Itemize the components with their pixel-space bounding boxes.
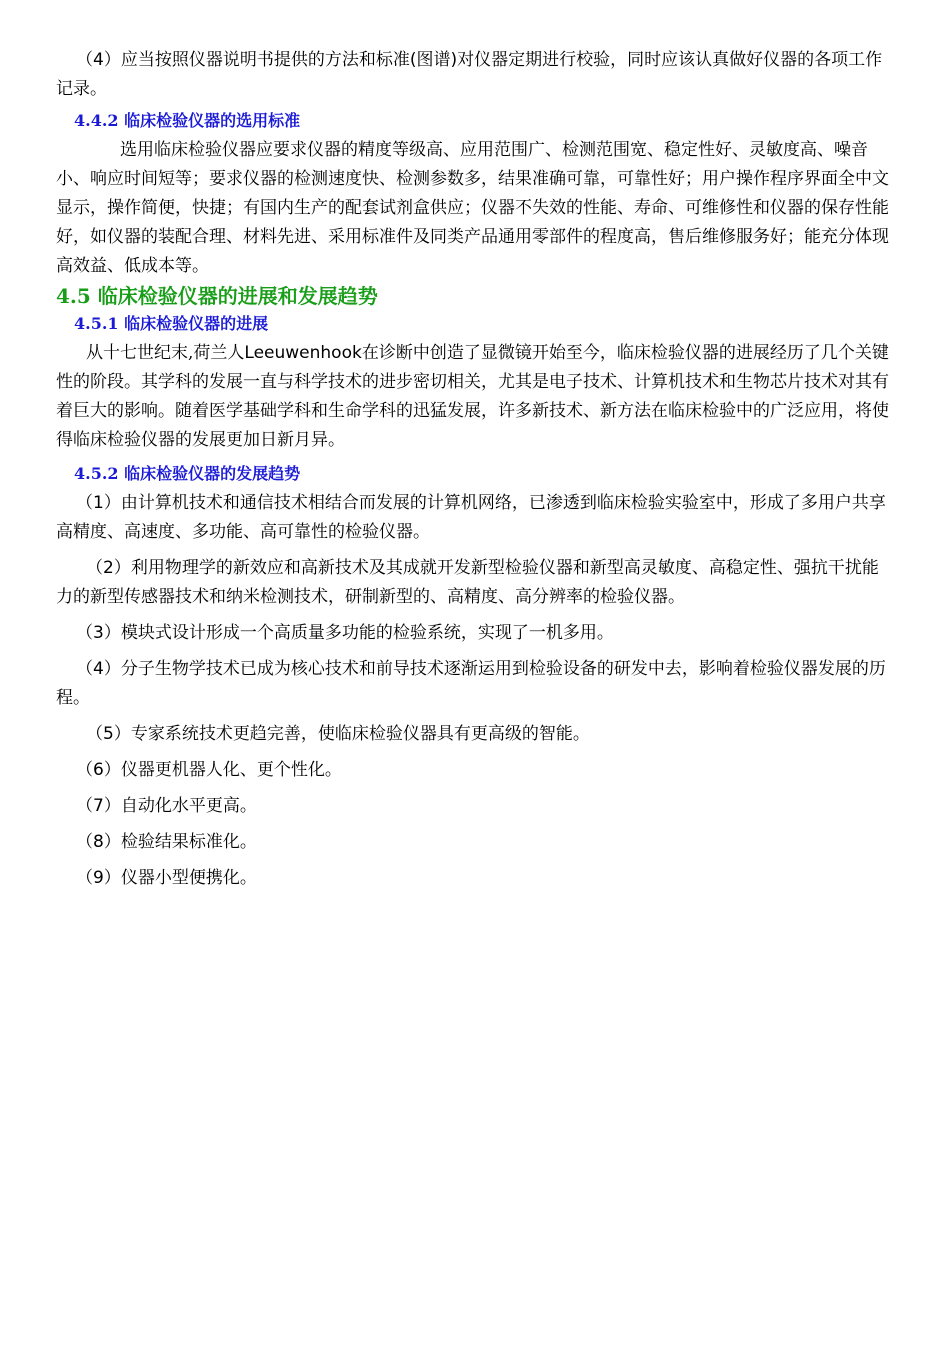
trend-item-1: （1）由计算机技术和通信技术相结合而发展的计算机网络，已渗透到临床检验实验室中，形成了多用户共享高精度、高速度、多功能、高可靠性的检验仪器。 — [56, 493, 886, 542]
trend-item-8: （8）检验结果标准化。 — [76, 832, 257, 852]
trend-item-5: （5）专家系统技术更趋完善，使临床检验仪器具有更高级的智能。 — [86, 724, 590, 744]
document-page — [56, 46, 894, 893]
trend-item-4: （4）分子生物学技术已成为核心技术和前导技术逐渐运用到检验设备的研发中去，影响着检验仪器发展的历程。 — [56, 659, 886, 708]
trend-item-9: （9）仪器小型便携化。 — [76, 868, 257, 888]
paragraph-body-text: 荷兰人Leeuwenhook在诊断中创造了显微镜开始至今，临床检验仪器的进展经历了几个关键性的阶段。其学科的发展一直与科学技术的进步密切相关，尤其是电子技术、计算机技术和生物芯片技术对其有着巨大的影响。随着医学基础学科和生命学科的迅猛发展，许多新技术、新方法在临床检验中的广泛应用，将使得临床检验仪器的发展更加日新月异。 — [56, 343, 889, 450]
paragraph-body-text: 要求仪器的精度等级高、应用范围广、检测范围宽、稳定性好、灵敏度高、噪音小、响应时间短等；要求仪器的检测速度快、检测参数多，结果准确可靠，可靠性好；用户操作程序界面全中文显示，操作简便，快捷；有国内生产的配套试剂盒供应；仪器不失效的性能、寿命、可维修性和仪器的保存性能好，如仪器的装配合理、材料先进、采用标准件及同类产品通用零部件的程度高，售后维修服务好；能充分体现高效益、低成本等。 — [56, 140, 889, 276]
trend-item-2: （2）利用物理学的新效应和高新技术及其成就开发新型检验仪器和新型高灵敏度、高稳定性、强抗干扰能力的新型传感器技术和纳米检测技术，研制新型的、高精度、高分辨率的检验仪器。 — [56, 558, 879, 607]
paragraph-lead-text: 选用临床检验仪器应 — [120, 140, 273, 160]
paragraph-selection-standard — [56, 136, 894, 281]
paragraph-item-4: （4）应当按照仪器说明书提供的方法和标准(图谱)对仪器定期进行校验，同时应该认真做好仪器的各项工作记录。 — [56, 50, 883, 99]
trend-item-7: （7）自动化水平更高。 — [76, 796, 257, 816]
heading-4-5-1: 4.5.1 临床检验仪器的进展 — [74, 314, 269, 333]
heading-4-5-2: 4.5.2 临床检验仪器的发展趋势 — [74, 464, 301, 483]
heading-4-5: 4.5 临床检验仪器的进展和发展趋势 — [56, 284, 378, 308]
heading-4-4-2: 4.4.2 临床检验仪器的选用标准 — [74, 111, 301, 130]
paragraph-progress — [56, 339, 894, 455]
paragraph-lead-text: 从十七世纪末, — [86, 343, 194, 363]
trend-item-6: （6）仪器更机器人化、更个性化。 — [76, 760, 342, 780]
trend-item-3: （3）模块式设计形成一个高质量多功能的检验系统，实现了一机多用。 — [76, 623, 614, 643]
